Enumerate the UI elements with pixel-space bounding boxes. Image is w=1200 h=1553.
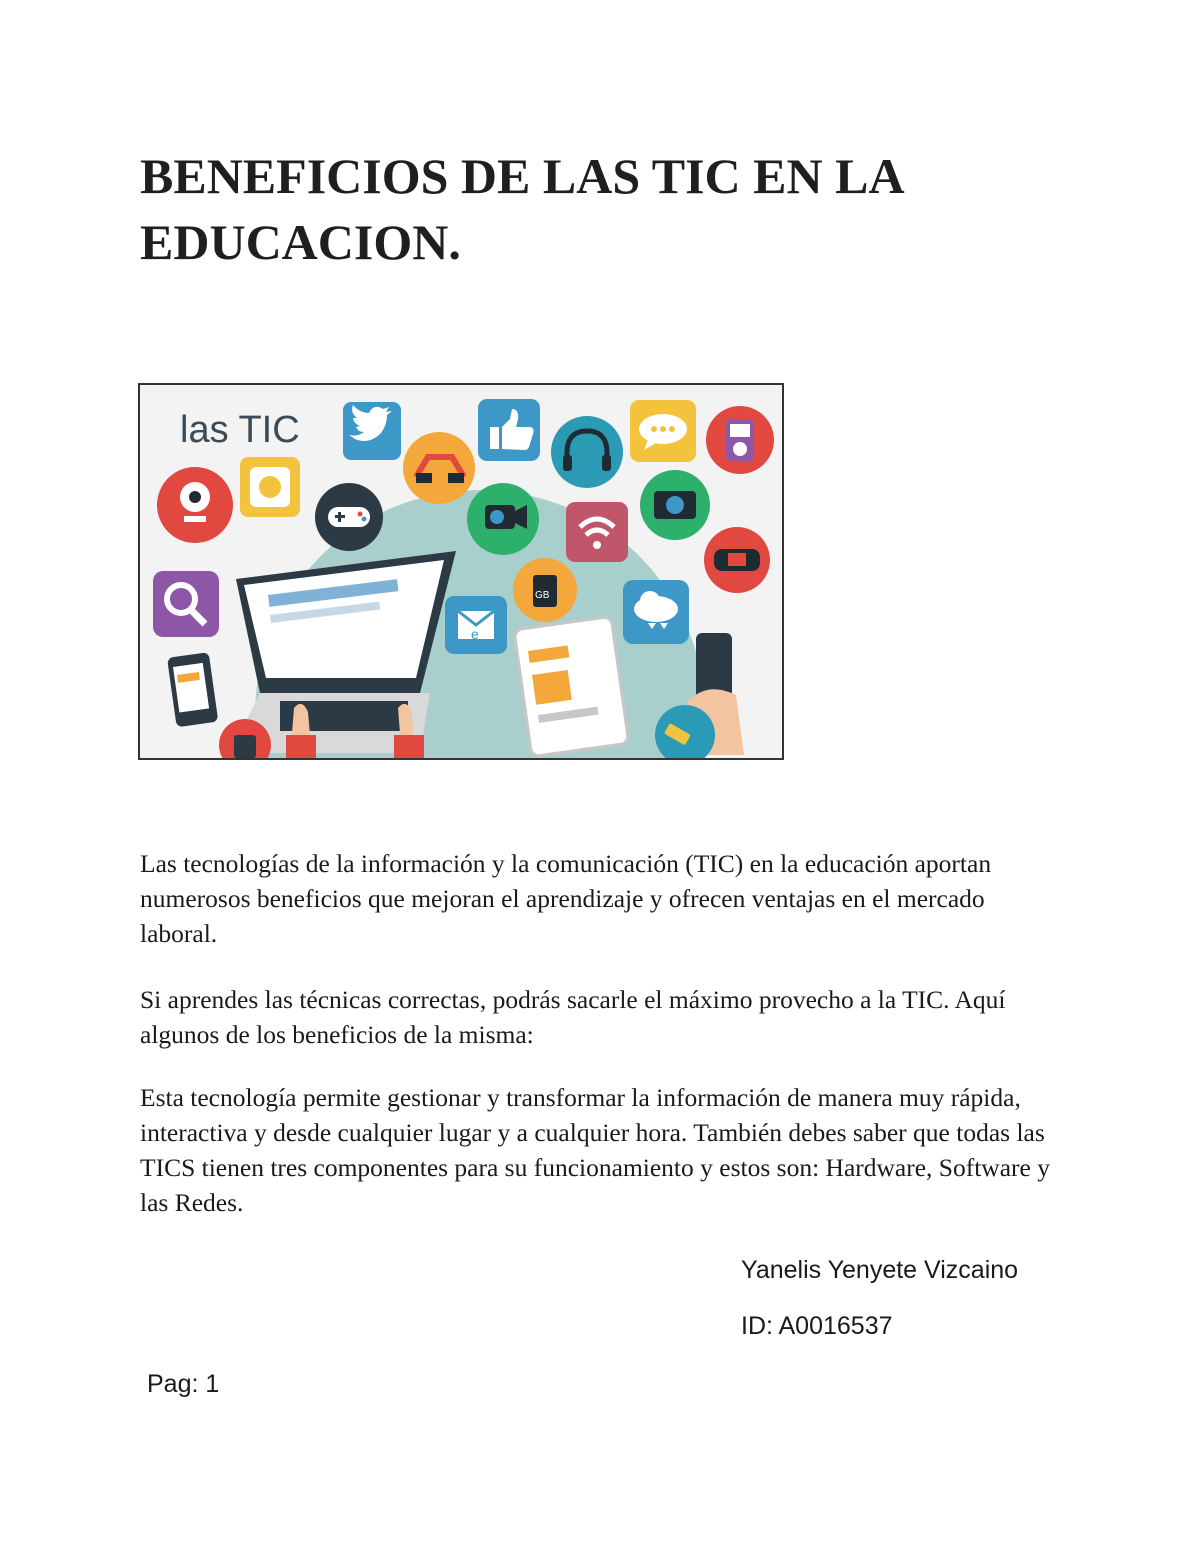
wifi-icon	[566, 502, 628, 562]
webcam-icon	[157, 467, 233, 543]
video-camera-icon	[467, 483, 539, 555]
tic-illustration	[138, 383, 784, 760]
email-icon	[445, 596, 507, 654]
paragraph-intro: Las tecnologías de la información y la comunicación (TIC) en la educación aportan numerosos beneficios que mejoran el aprendizaje y ofrecen ventajas en el mercado laboral.	[140, 849, 992, 948]
camera-icon	[640, 470, 710, 540]
cloud-download-icon	[623, 580, 689, 644]
svg-text:e: e	[471, 626, 479, 642]
laptop-icon	[230, 551, 456, 753]
gamepad-icon	[315, 483, 383, 551]
thumbs-up-icon	[478, 399, 540, 461]
handheld-console-icon	[704, 527, 770, 593]
music-player-icon	[706, 406, 774, 474]
figure-label: las TIC	[180, 409, 300, 451]
chat-icon	[630, 400, 696, 462]
paragraph-components: Esta tecnología permite gestionar y transformar la información de manera muy rápida, interactiva y desde cualquier lugar y a cualquier hora. También debes saber que todas las TICS tienen tres componentes para su funcionamiento y estos son: Hardware, Software y las Redes.	[140, 1083, 1050, 1217]
search-icon	[153, 571, 219, 637]
svg-text:GB: GB	[535, 590, 550, 601]
page-number: Pag: 1	[147, 1370, 220, 1398]
author-name: Yanelis Yenyete Vizcaino	[741, 1256, 1019, 1284]
sd-card-icon	[513, 558, 577, 622]
tablet-icon	[514, 616, 629, 756]
headphones-icon	[551, 416, 623, 488]
glasses-icon	[403, 432, 475, 504]
instagram-icon	[240, 457, 300, 517]
twitter-icon	[343, 402, 401, 460]
paragraph-techniques: Si aprendes las técnicas correctas, podrás sacarle el máximo provecho a la TIC. Aquí algunos de los beneficios de la misma:	[140, 985, 1006, 1049]
author-id: ID: A0016537	[741, 1312, 893, 1340]
document-title: BENEFICIOS DE LAS TIC EN LA EDUCACION.	[140, 148, 902, 270]
